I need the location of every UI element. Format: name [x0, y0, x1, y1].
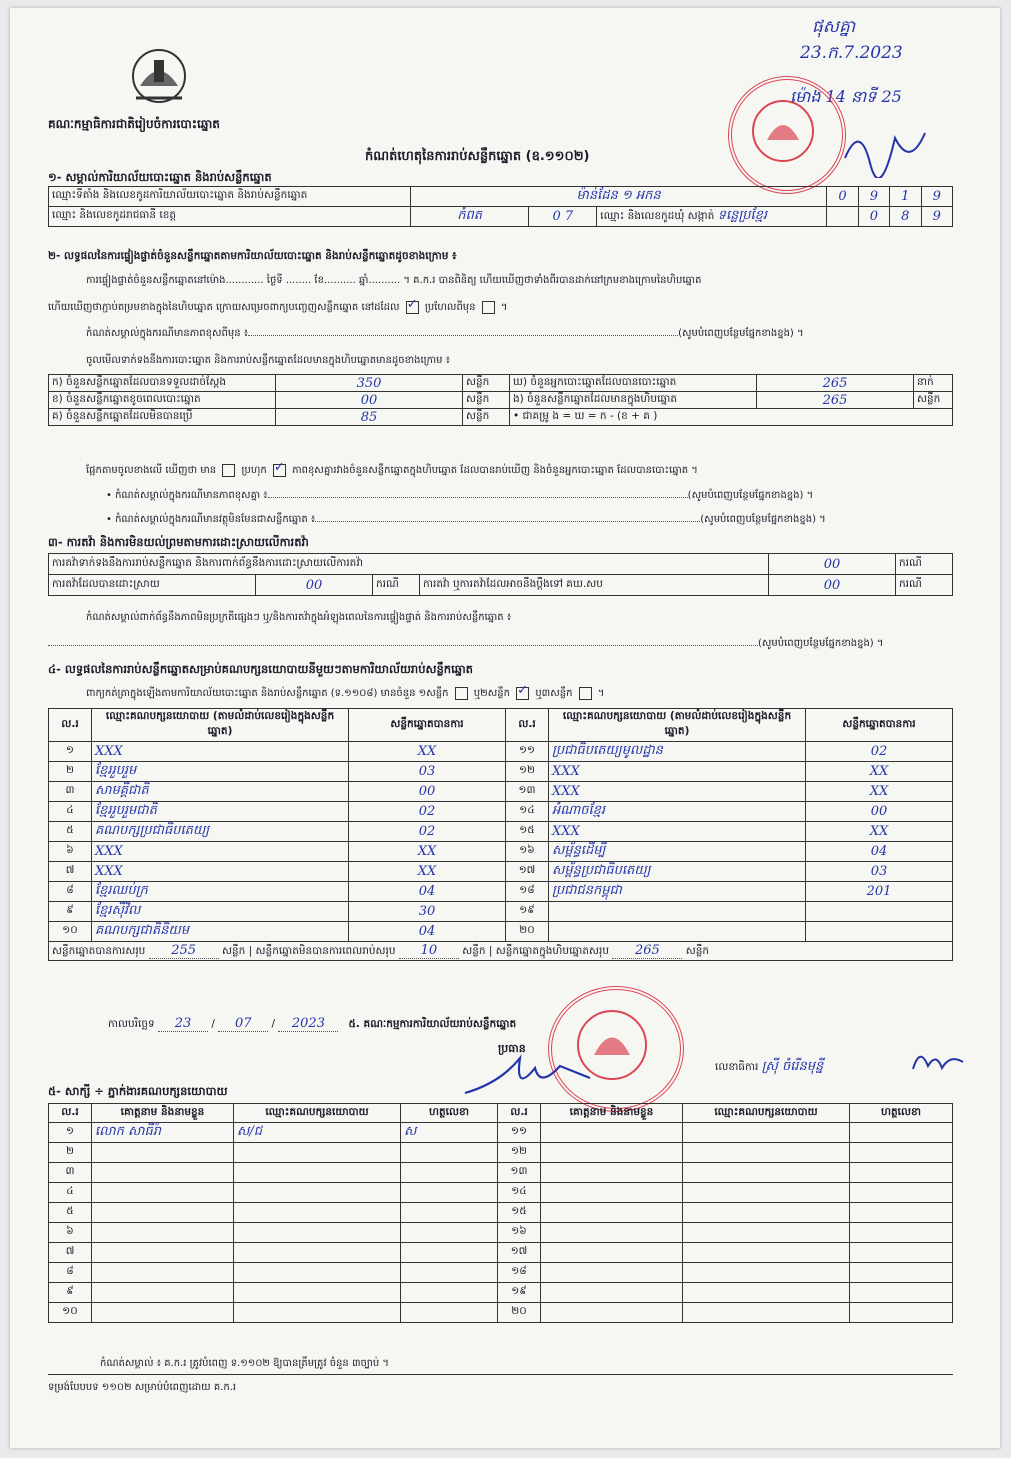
party-name: គណបក្សជាតិនិយម — [92, 922, 349, 942]
col-sign-header: ហត្ថលេខា — [401, 1104, 498, 1123]
signature-top-icon — [840, 118, 930, 178]
spoiled-ballots-label: ខ) ចំនួនសន្លឹកឆ្នោតខូចពេលបោះឆ្នោត — [49, 392, 276, 409]
party-name: ខ្មែរស៊ីវិល — [92, 902, 349, 922]
received-ballots-value: 350 — [276, 375, 463, 392]
party-name: គណបក្សប្រជាធិបតេយ្យ — [92, 822, 349, 842]
section4-title: ៤- លទ្ធផលនៃការរាប់សន្លឹកឆ្នោតសម្រាប់គណបក្សនយោបាយនីមួយៗតាមការិយាល័យរាប់សន្លឹកឆ្នោត — [48, 662, 473, 676]
party-name: អំណាចខ្មែរ — [549, 802, 806, 822]
witness-name — [541, 1223, 683, 1243]
witness-party — [683, 1163, 850, 1183]
col-no-header: ល.រ — [506, 709, 549, 742]
section1-title: ១- សម្គាល់ការិយាល័យបោះឆ្នោត និងរាប់សន្លឹកឆ្នោត — [48, 170, 272, 184]
table-row — [49, 1303, 953, 1323]
witness-name: លោក សាធីរ៉ា — [92, 1123, 234, 1143]
unit-label: សន្លឹក — [463, 409, 510, 426]
table-row — [49, 882, 953, 902]
col-party-header: ឈ្មោះគណបក្សនយោបាយ — [234, 1104, 401, 1123]
col-party-header: ឈ្មោះគណបក្សនយោបាយ — [683, 1104, 850, 1123]
party-votes: 04 — [349, 922, 506, 942]
party-votes: XX — [349, 742, 506, 762]
party-name: XXX — [549, 782, 806, 802]
witness-name — [92, 1263, 234, 1283]
row-number: ៤ — [49, 802, 92, 822]
same-as-before-checkbox[interactable] — [406, 301, 419, 314]
table-row — [49, 922, 953, 942]
chair-label: ប្រធាន — [498, 1042, 526, 1055]
witness-name — [541, 1263, 683, 1283]
row-number: ២ — [49, 762, 92, 782]
row-number: ៤ — [49, 1183, 92, 1203]
invalid-total-value: 10 — [399, 943, 459, 959]
witness-party — [234, 1283, 401, 1303]
witness-party — [683, 1183, 850, 1203]
nec-emblem-icon — [128, 46, 190, 110]
witness-party — [683, 1283, 850, 1303]
party-results-table — [48, 708, 953, 961]
section2-note2: • កំណត់សម្គាល់ក្នុងករណីមានវត្ថុមិនមែនជាសន្លឹកឆ្នោត ៖ (សូមបំពេញបន្ថែមផ្នែកខាងខ្នង) ។ — [106, 514, 826, 525]
party-votes: 04 — [806, 842, 953, 862]
witness-name — [92, 1223, 234, 1243]
witness-signature — [401, 1283, 498, 1303]
unit-label: សន្លឹក — [914, 392, 953, 409]
party-votes — [806, 902, 953, 922]
row-number: ១៨ — [498, 1263, 541, 1283]
party-name: XXX — [92, 742, 349, 762]
secretary-line: លេខាធិការ ស្រ៊ី ចំរើនមុន្នី — [715, 1059, 824, 1074]
row-number: ១៧ — [506, 862, 549, 882]
party-votes: XX — [806, 762, 953, 782]
table-row — [49, 1243, 953, 1263]
row-number: ៨ — [49, 1263, 92, 1283]
witness-signature — [850, 1283, 953, 1303]
secretary-signature-icon — [908, 1044, 968, 1078]
complaints-label: ការតវ៉ាទាក់ទងនឹងការរាប់សន្លឹកឆ្នោត និងការពាក់ព័ន្ធនឹងការដោះស្រាយលើការតវ៉ា — [49, 554, 769, 575]
section2-line4: ចូលមើលទាក់ទងនឹងការបោះឆ្នោត និងការរាប់សន្លឹកឆ្នោតដែលមានក្នុងហិបឆ្នោតមានដូចខាងក្រោម ៖ — [86, 355, 451, 366]
row-number: ១៩ — [506, 902, 549, 922]
witness-party — [683, 1303, 850, 1323]
complaints-table — [48, 553, 953, 596]
party-votes: 02 — [349, 822, 506, 842]
table-row — [49, 1263, 953, 1283]
witness-signature — [401, 1243, 498, 1263]
row-number: ១១ — [506, 742, 549, 762]
unit-label: សន្លឹក — [463, 392, 510, 409]
witness-name — [541, 1123, 683, 1143]
location-code-digit: 9 — [921, 187, 952, 207]
col-name-header: គោត្តនាម និងនាមខ្លួន — [92, 1104, 234, 1123]
row-number: ១៦ — [498, 1223, 541, 1243]
chair-signature-icon — [460, 1048, 600, 1103]
witness-party — [683, 1243, 850, 1263]
formula-label: • ជាគម្រូ ង = ឃ = ក - (ខ + គ ) — [510, 409, 953, 426]
row-number: ៩ — [49, 1283, 92, 1303]
witness-signature — [401, 1303, 498, 1323]
witness-signature — [401, 1263, 498, 1283]
col-sign-header: ហត្ថលេខា — [850, 1104, 953, 1123]
col-no-header: ល.រ — [49, 709, 92, 742]
witness-party — [234, 1303, 401, 1323]
row-number: ៥ — [49, 822, 92, 842]
witness-name — [541, 1183, 683, 1203]
province-value: កំពត — [410, 207, 529, 227]
row-number: ១ — [49, 742, 92, 762]
witness-party — [683, 1143, 850, 1163]
witness-party: ស/ជ — [234, 1123, 401, 1143]
unit-label: សន្លឹក — [463, 375, 510, 392]
received-ballots-label: ក) ចំនួនសន្លឹកឆ្នោតដែលបានទទួលដាច់ស្តែង — [49, 375, 276, 392]
row-number: ៦ — [49, 1223, 92, 1243]
row-number: ១៤ — [506, 802, 549, 822]
witness-signature — [401, 1183, 498, 1203]
party-votes: XX — [806, 822, 953, 842]
witness-name — [92, 1163, 234, 1183]
section1-table — [48, 186, 953, 227]
row-number: ១០ — [49, 922, 92, 942]
party-votes: 30 — [349, 902, 506, 922]
col-no-header: ល.រ — [49, 1104, 92, 1123]
witness-signature — [401, 1163, 498, 1183]
table-row — [49, 1123, 953, 1143]
section2-line5: ផ្អែកតាមចូលខាងលើ ឃើញថា មាន ប្រហុក ✓ ភាពខុសគ្នារវាងចំនួនសន្លឹកឆ្នោតក្នុងហិបឆ្នោត ដែលបានរាប់ឃើញ និងចំនួនអ្នកបោះឆ្នោត ដែលបានបោះឆ្នោត ។ — [86, 463, 698, 478]
witness-name — [92, 1283, 234, 1303]
row-number: ៩ — [49, 902, 92, 922]
ballots-in-box-label: ង) ចំនួនសន្លឹកឆ្នោតដែលមានក្នុងហិបឆ្នោត — [510, 392, 757, 409]
party-votes: XX — [349, 862, 506, 882]
party-name: ខ្មែររួបរួមជាតិ — [92, 802, 349, 822]
received-time: ម៉ោង 14 នាទី 25 — [790, 87, 902, 106]
witness-party — [234, 1243, 401, 1263]
received-note: ផុសគ្នា — [812, 17, 856, 37]
row-number: ៦ — [49, 842, 92, 862]
witness-party — [234, 1203, 401, 1223]
party-name: XXX — [549, 822, 806, 842]
footer-form-note: ទម្រង់បែបបទ ១១០២ សម្រាប់បំពេញដោយ គ.ក.រ — [48, 1382, 237, 1393]
table-row — [49, 842, 953, 862]
section2-note1: • កំណត់សម្គាល់ក្នុងករណីមានភាពខុសគ្នា ៖ (សូមបំពេញបន្ថែមផ្នែកខាងខ្នង) ។ — [106, 490, 814, 501]
table-row — [49, 822, 953, 842]
party-votes: 02 — [806, 742, 953, 762]
witness-party — [683, 1223, 850, 1243]
different-checkbox[interactable] — [482, 301, 495, 314]
commune-code-digit: 9 — [921, 207, 952, 227]
appeal-label: ការតវ៉ា ឬការតវ៉ាដែលអាចនឹងប្តឹងទៅ គឃ.សប — [420, 575, 769, 596]
row-number: ៧ — [49, 1243, 92, 1263]
row-number: ១៩ — [498, 1283, 541, 1303]
witness-signature — [401, 1203, 498, 1223]
row-number: ១១ — [498, 1123, 541, 1143]
party-name: ខ្មែររួបរួម — [92, 762, 349, 782]
row-number: ១ — [49, 1123, 92, 1143]
section2-title: ២- លទ្ធផលនៃការផ្ទៀងផ្ទាត់ចំនួនសន្លឹកឆ្នោតតាមការិយាល័យបោះឆ្នោត និងរាប់សន្លឹកឆ្នោតដូចខាងក្រោម ៖ — [48, 250, 457, 262]
party-votes: XX — [806, 782, 953, 802]
province-label: ឈ្មោះ និងលេខកូដរាជធានី ខេត្ត — [49, 207, 411, 227]
col-no-header: ល.រ — [498, 1104, 541, 1123]
one-sheet-checkbox[interactable] — [455, 687, 468, 700]
witness-signature — [850, 1203, 953, 1223]
appeal-value: 00 — [769, 575, 896, 596]
row-number: ២ — [49, 1143, 92, 1163]
witness-signature — [850, 1223, 953, 1243]
witness-name — [541, 1283, 683, 1303]
col-votes-header: សន្លឹកឆ្នោតបានការ — [349, 709, 506, 742]
row-number: ១៨ — [506, 882, 549, 902]
location-code-digit: 9 — [858, 187, 889, 207]
row-number: ១៦ — [506, 842, 549, 862]
col-votes-header: សន្លឹកឆ្នោតបានការ — [806, 709, 953, 742]
row-number: ១២ — [506, 762, 549, 782]
witness-name — [92, 1243, 234, 1263]
party-name — [549, 902, 806, 922]
witness-signature — [850, 1263, 953, 1283]
witness-name — [92, 1183, 234, 1203]
party-name: សម្ព័ន្ធដើម្បី — [549, 842, 806, 862]
commune-cell — [597, 207, 827, 227]
party-name: សម្ព័ន្ធប្រជាធិបតេយ្យ — [549, 862, 806, 882]
voters-value: 265 — [757, 375, 914, 392]
witness-party — [683, 1203, 850, 1223]
party-votes: 00 — [349, 782, 506, 802]
table-row — [49, 862, 953, 882]
table-row — [49, 802, 953, 822]
witness-signature — [850, 1143, 953, 1163]
has-diff-checkbox[interactable] — [222, 464, 235, 477]
results-summary-row: សន្លឹកឆ្នោតបានការសរុប 255 សន្លឹក | សន្លឹកឆ្នោតមិនបានការពេលរាប់សរុប 10 សន្លឹក | សន្លឹកឆ្នោតក្នុងហិបឆ្នោតសរុប 265 សន្លឹក — [49, 942, 953, 961]
location-code-digit: 0 — [827, 187, 858, 207]
commune-label: ឈ្មោះ និងលេខកូដឃុំ សង្កាត់ — [600, 210, 715, 222]
section3-note: កំណត់សម្គាល់ពាក់ព័ន្ធនឹងភាពមិនប្រក្រតីផ្សេងៗ ឬ/និងការតវ៉ាក្នុងអំឡុងពេលនៃការផ្ទៀងផ្ទាត់ និងការរាប់សន្លឹកឆ្នោត ៖ — [86, 612, 512, 623]
witness-name — [92, 1303, 234, 1323]
section5-title: ៥- សាក្សី ÷ ភ្នាក់ងារគណបក្សនយោបាយ — [48, 1084, 228, 1098]
row-number: ១៣ — [498, 1163, 541, 1183]
row-number: ៨ — [49, 882, 92, 902]
witness-signature — [850, 1243, 953, 1263]
witness-name — [541, 1303, 683, 1323]
table-row — [49, 1283, 953, 1303]
witness-party — [234, 1263, 401, 1283]
row-number: ១៤ — [498, 1183, 541, 1203]
unit-label: នាក់ — [914, 375, 953, 392]
date-line: កាលបរិច្ឆេទ 23 / 07 / 2023 ៥. គណៈកម្មការការិយាល័យរាប់សន្លឹកឆ្នោត — [108, 1016, 517, 1031]
unit-label: ករណី — [896, 575, 953, 596]
witness-signature — [850, 1123, 953, 1143]
party-name — [549, 922, 806, 942]
row-number: ១៥ — [498, 1203, 541, 1223]
complaints-value: 00 — [769, 554, 896, 575]
witness-name — [541, 1203, 683, 1223]
col-name-header: គោត្តនាម និងនាមខ្លួន — [541, 1104, 683, 1123]
row-number: ៣ — [49, 1163, 92, 1183]
row-number: ៣ — [49, 782, 92, 802]
org-name: គណៈកម្មាធិការជាតិរៀបចំការបោះឆ្នោត — [48, 117, 220, 131]
footnote: កំណត់សម្គាល់ ៖ គ.ក.រ ត្រូវបំពេញ ទ.១១០២ ឱ្យបានត្រឹមត្រូវ ចំនួន ៣ច្បាប់ ។ — [100, 1358, 389, 1369]
unit-label: ករណី — [373, 575, 420, 596]
witness-name — [92, 1203, 234, 1223]
unit-label: ករណី — [896, 554, 953, 575]
party-name: XXX — [549, 762, 806, 782]
party-votes: 02 — [349, 802, 506, 822]
province-code: 0 7 — [529, 207, 597, 227]
party-votes: 03 — [349, 762, 506, 782]
witness-name — [92, 1143, 234, 1163]
witness-signature — [401, 1143, 498, 1163]
witness-signature: ស — [401, 1123, 498, 1143]
table-row — [49, 1163, 953, 1183]
party-name: XXX — [92, 862, 349, 882]
ballot-count-form — [10, 8, 1000, 1448]
row-number: ២០ — [506, 922, 549, 942]
seal-emblem-icon — [732, 80, 834, 182]
witness-name — [541, 1243, 683, 1263]
spoiled-ballots-value: 00 — [276, 392, 463, 409]
section2-line3: កំណត់សម្គាល់ក្នុងករណីមានភាពខុសពីមុន ៖ (សូមបំពេញបន្ថែមផ្នែកខាងខ្នង) ។ — [86, 328, 804, 339]
table-row — [49, 1183, 953, 1203]
location-code-digit: 1 — [890, 187, 921, 207]
resolved-value: 00 — [256, 575, 373, 596]
witness-name — [541, 1163, 683, 1183]
witness-signature — [401, 1223, 498, 1243]
row-number: ១៥ — [506, 822, 549, 842]
valid-total-value: 255 — [149, 943, 219, 959]
voters-label: ឃ) ចំនួនអ្នកបោះឆ្នោតដែលបានបោះឆ្នោត — [510, 375, 757, 392]
location-value: ម៉ាន់ដែន ១ អកន — [410, 187, 827, 207]
party-votes: XX — [349, 842, 506, 862]
commune-code-digit: 0 — [858, 207, 889, 227]
section3-title: ៣- ការតវ៉ា និងការមិនយល់ព្រមតាមការដោះស្រាយលើការតវ៉ា — [48, 535, 309, 549]
table-row — [49, 1143, 953, 1163]
footer-divider — [48, 1374, 953, 1375]
ballots-in-box-value: 265 — [757, 392, 914, 409]
party-votes: 00 — [806, 802, 953, 822]
witness-party — [234, 1143, 401, 1163]
table-row — [49, 902, 953, 922]
row-number: ១៣ — [506, 782, 549, 802]
party-votes: 04 — [349, 882, 506, 902]
row-number: ១០ — [49, 1303, 92, 1323]
col-party-header: ឈ្មោះគណបក្សនយោបាយ (តាមលំដាប់លេខរៀងក្នុងសន្លឹកឆ្នោត) — [92, 709, 349, 742]
row-number: ២០ — [498, 1303, 541, 1323]
form-title: កំណត់ហេតុនៃការរាប់សន្លឹកឆ្នោត (ឧ.១១០២) — [365, 149, 590, 164]
secretary-name: ស្រ៊ី ចំរើនមុន្នី — [761, 1059, 824, 1074]
resolved-label: ការតវ៉ាដែលបានដោះស្រាយ — [49, 575, 256, 596]
witness-party — [234, 1223, 401, 1243]
party-name: XXX — [92, 842, 349, 862]
row-number: ១២ — [498, 1143, 541, 1163]
no-diff-checkbox[interactable] — [273, 464, 286, 477]
commune-value: ទន្លេប្រខ្មែរ — [717, 208, 767, 223]
two-sheets-checkbox[interactable] — [516, 687, 529, 700]
witness-party — [234, 1183, 401, 1203]
unused-ballots-label: គ) ចំនួនសន្លឹកឆ្នោតដែលមិនបានប្រើ — [49, 409, 276, 426]
location-label: ឈ្មោះទីតាំង និងលេខកូដការិយាល័យបោះឆ្នោត និងរាប់សន្លឹកឆ្នោត — [49, 187, 411, 207]
row-number: ៧ — [49, 862, 92, 882]
party-votes — [806, 922, 953, 942]
witness-table — [48, 1103, 953, 1323]
table-row — [49, 1223, 953, 1243]
party-votes: 201 — [806, 882, 953, 902]
witness-party — [683, 1123, 850, 1143]
row-number: ១៧ — [498, 1243, 541, 1263]
commune-code-digit: 8 — [890, 207, 921, 227]
row-number: ៥ — [49, 1203, 92, 1223]
witness-name — [541, 1143, 683, 1163]
received-date: 23.ក.7.2023 — [800, 43, 903, 63]
table-row — [49, 782, 953, 802]
section3-note-line: (សូមបំពេញបន្ថែមផ្នែកខាងខ្នង) ។ — [48, 636, 883, 651]
witness-party — [683, 1263, 850, 1283]
party-name: ប្រជាជនកម្ពុជា — [549, 882, 806, 902]
table-row — [49, 742, 953, 762]
three-sheets-checkbox[interactable] — [579, 687, 592, 700]
box-total-value: 265 — [612, 943, 682, 959]
col-party-header: ឈ្មោះគណបក្សនយោបាយ (តាមលំដាប់លេខរៀងក្នុងសន្លឹកឆ្នោត) — [549, 709, 806, 742]
commune-code-blank — [827, 207, 858, 227]
witness-signature — [850, 1163, 953, 1183]
witness-signature — [850, 1303, 953, 1323]
table-row — [49, 1203, 953, 1223]
table-row — [49, 762, 953, 782]
section4-intro: ពាក្យកត់ត្រាក្នុងឡើងតាមការិយាល័យបោះឆ្នោត និងរាប់សន្លឹកឆ្នោត (ទ.១១០៨) មានចំនួន ១សន្លឹក ឬ២សន្លឹក ✓ ឬ៣សន្លឹក ។ — [86, 686, 604, 701]
section2-line2: ហើយឃើញថាភ្ជាប់តម្រមខាងក្នុងនៃហិបឆ្នោត ក្រោយសម្រេចពាក្យបញ្ចេញសន្លឹកឆ្នោត នៅដដែល ✓ ប្រហែលពីមុន ។ — [48, 300, 507, 315]
red-seal-top — [728, 76, 846, 194]
party-name: សាមគ្គីជាតិ — [92, 782, 349, 802]
party-votes: 03 — [806, 862, 953, 882]
party-name: ប្រជាធិបតេយ្យមូលដ្ឋាន — [549, 742, 806, 762]
witness-party — [234, 1163, 401, 1183]
party-name: ខ្មែរឈប់ក្រ — [92, 882, 349, 902]
unused-ballots-value: 85 — [276, 409, 463, 426]
section2-line1: ការផ្ទៀងផ្ទាត់ចំនួនសន្លឹកឆ្នោតនៅម៉ោង............ ថ្ងៃទី ........ ខែ.......... ឆ្នាំ.......... ។ គ.ក.រ បានពិនិត្យ ហើយឃើញថាទាំងពីរបានដាក់នៅក្រមខាងក្រោមនៃហិបឆ្នោត — [86, 275, 702, 286]
witness-signature — [850, 1183, 953, 1203]
ballot-summary-table — [48, 374, 953, 426]
